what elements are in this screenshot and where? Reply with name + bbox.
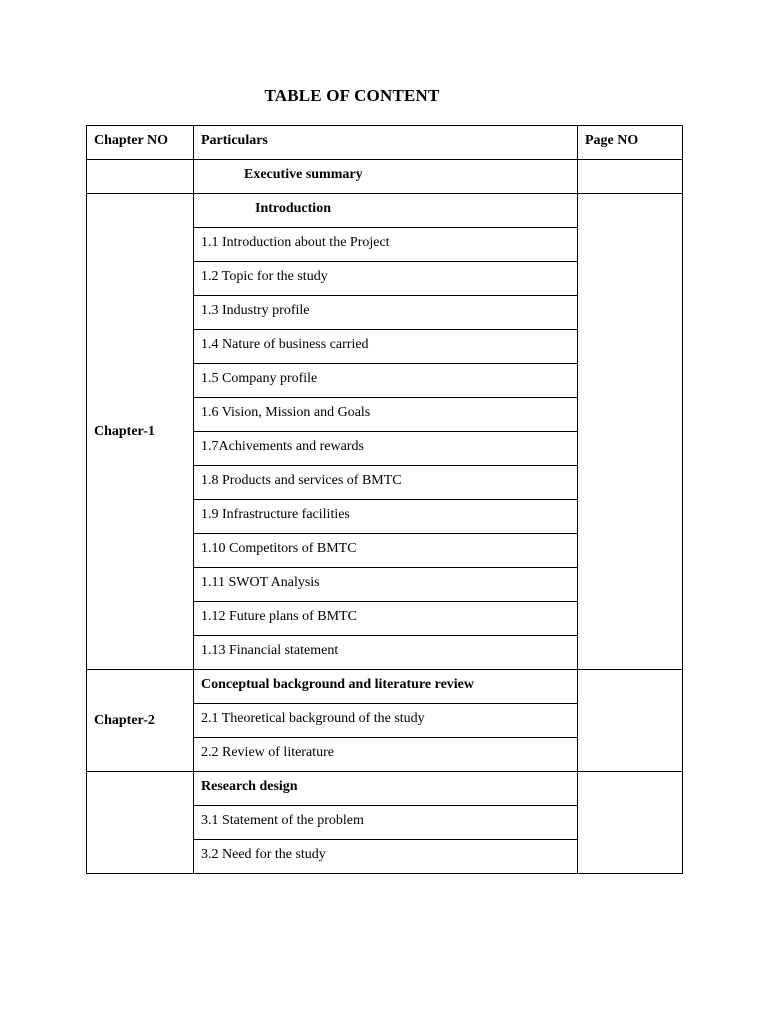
toc-item: 1.12 Future plans of BMTC [194,602,578,636]
header-page-no: Page NO [578,126,683,160]
toc-table [86,125,683,874]
toc-item: 1.3 Industry profile [194,296,578,330]
toc-item: 3.2 Need for the study [194,840,578,874]
toc-item: 1.9 Infrastructure facilities [194,500,578,534]
chapter-cell-empty [87,772,194,874]
toc-item: 1.2 Topic for the study [194,262,578,296]
chapter-1-label: Chapter-1 [87,194,194,670]
toc-item: 1.10 Competitors of BMTC [194,534,578,568]
toc-item: 3.1 Statement of the problem [194,806,578,840]
chapter-3-heading: Research design [194,772,578,806]
executive-summary: Executive summary [194,160,578,194]
chapter-2-label: Chapter-2 [87,670,194,772]
page-cell [578,670,683,772]
table-row [87,670,683,704]
toc-item: 1.13 Financial statement [194,636,578,670]
page-cell [578,772,683,874]
page-cell [578,194,683,670]
table-row [87,194,683,228]
chapter-2-heading: Conceptual background and literature review [194,670,578,704]
toc-item: 1.5 Company profile [194,364,578,398]
chapter-cell-empty [87,160,194,194]
page-title: TABLE OF CONTENT [264,86,440,105]
chapter-1-heading: Introduction [194,194,578,228]
header-particulars: Particulars [194,126,578,160]
header-row [87,126,683,160]
toc-item: 1.8 Products and services of BMTC [194,466,578,500]
toc-item: 1.6 Vision, Mission and Goals [194,398,578,432]
header-chapter-no: Chapter NO [87,126,194,160]
toc-item: 2.2 Review of literature [194,738,578,772]
toc-item: 2.1 Theoretical background of the study [194,704,578,738]
table-row [87,160,683,194]
table-row [87,772,683,806]
page-cell [578,160,683,194]
toc-item: 1.1 Introduction about the Project [194,228,578,262]
toc-item: 1.7Achivements and rewards [194,432,578,466]
toc-item: 1.4 Nature of business carried [194,330,578,364]
toc-item: 1.11 SWOT Analysis [194,568,578,602]
